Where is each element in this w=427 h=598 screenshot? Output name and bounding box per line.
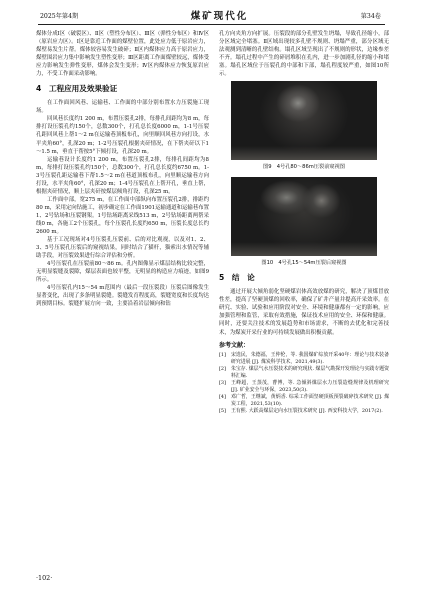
page-number: ·102· <box>36 574 53 582</box>
borehole-image-after <box>231 177 377 256</box>
figure-9-caption: 图9 4号孔80～86m压裂前窥视图 <box>263 164 345 171</box>
left-column <box>36 30 209 309</box>
paragraph-conclusion: 通过开展大倾角弱化坚硬煤岩体高效放煤的研究，解决了顶煤冒放性差，提高了坚硬顶煤的回收率，确保了矿井产量并提高开采效率。在研究、实验、试验和应用阶段对安全、环境和健康都有一定的影响，应加强管理和监管，采取有效措施，保证技术应用的安全、环保和健康。同时，还要关注技术的发展趋势和市场需求，不断的去优化和完善技术，为煤炭开采行业的可持续发展做出积极贡献。 <box>219 289 389 336</box>
reference-list <box>219 352 389 416</box>
paragraph-return-airway: 回风巷长度约1 200 m，布置压裂孔2排，每排孔间距均为8 m，每排打设压裂孔约150个，总数300个，打孔总长度6000 m，1-1号压裂孔距回风巷上帮1～2 m在运输巷顶板布孔，向里顺回风巷方向打设，水平夹角60°，孔深20 m；1-2号压裂孔根据夹矸情况，在下帮夹矸以下1～1.5 m，垂直于帮按5°下倾打设，孔深20 m。 <box>36 116 209 155</box>
figure-10-caption: 图10 4号孔15～54m压裂后窥视图 <box>261 260 347 267</box>
reference-number: [5] <box>219 408 226 415</box>
paragraph-face-middle: 工作面中部，宽275 m，在工作面中部纵向布置压裂孔2排，排距约80 m，采用定向钻施工，初步确定在工作面1901运输通道和运输巷布置1、2号钻场和压裂钢架。1号钻场距离采线513 m，2号钻场距离两帮采线0 m，各施工2个压裂孔，每个压裂孔长度约650 m，压裂长度总长约2600 m。 <box>36 196 209 236</box>
reference-number: [1] <box>219 351 226 358</box>
reference-number: [3] <box>219 379 226 386</box>
borehole-image-before <box>231 81 377 160</box>
reference-number: [4] <box>219 394 226 401</box>
header-issue: 2025年第4期 <box>40 12 79 20</box>
reference-text: 朱宝存. 煤层气水压裂技术的研究现状. 煤层气勘探开发理论与实践专题资料汇编. <box>231 365 389 379</box>
section-heading-5: 5 结 论 <box>219 273 255 283</box>
header-journal-title: 煤矿现代化 <box>190 11 249 22</box>
references-heading: 参考文献： <box>219 341 250 349</box>
paragraph-evaluation: 基于工况现场对4号压裂孔压裂前、后的对比观视，以及对1、2、3、5号压裂孔压裂后的窥视结果，同时结合了猫杆，猫索出水情况等辅助手段，对压裂效果进行综合评估和分析。 <box>36 237 209 260</box>
paragraph-haulage-roadway: 运输巷设计长度约1 200 m，布置压裂孔2排，每排孔间距均为8 m，每排打设压裂孔约150个，总数300个，打孔总长度约6750 m。1-3号压裂孔距运输巷下帮1.5～2 m在巷道顶板布孔，向里顺运输巷方向打设，水平夹角60°，孔深20 m；1-4号压裂孔在上帮开孔，垂直上帮，根据夹矸情况，顺上层夹矸按煤层倾角打设，孔深25 m。 <box>36 156 209 195</box>
running-header <box>0 8 427 22</box>
reference-item <box>219 352 389 366</box>
reference-text: 邓广哲，王继斌，黄炳香. 综采工作面坚硬顶板预裂破碎技术研究 [J]. 煤炭工程，2021,53(10). <box>231 394 389 408</box>
header-rule <box>38 24 385 25</box>
paragraph-layout: 在工作面回风巷、运输巷、工作面的中部分别布置水力压裂施工现场。 <box>36 100 209 115</box>
paragraph-before-fracturing: 4号压裂孔在压裂前80～86 m。孔内图像显示煤层结构比较完整，无明显裂缝及裂隙，煤层表面也较平整，无明显的构造应力痕迹，如图9所示。 <box>36 261 209 284</box>
reference-text: 王峰超，王蒸茂，曹博，等. 急倾斜煤层水力压裂造缝规律及机理研究 [J]. 矿业安全与环保，2023,50(3). <box>231 379 389 394</box>
reference-item <box>219 408 389 415</box>
reference-text: 王有熙. 大跃高煤层定向水压裂技术研究 [J]. 西安科技大学，2017(2). <box>231 408 383 415</box>
reference-text: 宋选民，朱德福，王仲伦，等. 我国煤矿综放开采40年：理论与技术装备研究进展 [J]. 煤炭科学技术，2021,49(3). <box>231 351 389 365</box>
reference-item <box>219 366 389 380</box>
paragraph-zones: 煤体分成Ⅰ区（破裂区）、Ⅱ区（塑性分布区）、Ⅲ区（弹性分布区）和Ⅳ区（原岩应力区）。Ⅰ区是靠近工作面的煤壁位置，此处应力低于原岩应力，煤壁易发生片帮。煤体较容易发生破碎；Ⅱ区内煤体应力高于原岩应力，煤壁围岩应力集中影响发生塑性变形；Ⅲ区距离工作面煤壁较远，煤体受应力影响发生弹性变形，煤体会发生变形；Ⅳ区内煤体应力恢复原岩应力，不受工作面采动影响。 <box>36 31 209 78</box>
reference-item <box>219 394 389 408</box>
header-volume: 第34卷 <box>360 12 381 20</box>
paragraph-after-fracturing: 4号压裂孔内15～54 m范围内（最后一段压裂段）压裂后图像发生显著变化，出现了多条明显裂缝。裂缝发育程度高，裂缝宽度和长度均达到预期目标。裂缝扩展方向一致，主要沿着岩层倾向和钻 <box>36 285 209 308</box>
paragraph-collapse: 孔方向夹角方向扩展。压裂段的部分孔壁发生坍塌，导致孔径缩小，部分区域完全堵塞。Ⅱ区域出现较多孔壁不规则、坍塌严重，部分区域无法观测到清晰的孔壁结构。塌孔区域呈现出了不规则的形状，边缘参差不齐。塌孔过程中产生的碎屑堆积在孔内，进一步加剧孔径的缩小和堵塞。塌孔区域位于压裂孔的中部和下部，塌孔程度较严重，如图10所示。 <box>219 31 389 78</box>
right-column <box>219 30 389 415</box>
reference-number: [2] <box>219 365 226 372</box>
reference-item <box>219 380 389 394</box>
section-heading-4: 4 工程应用及效果验证 <box>36 84 118 94</box>
